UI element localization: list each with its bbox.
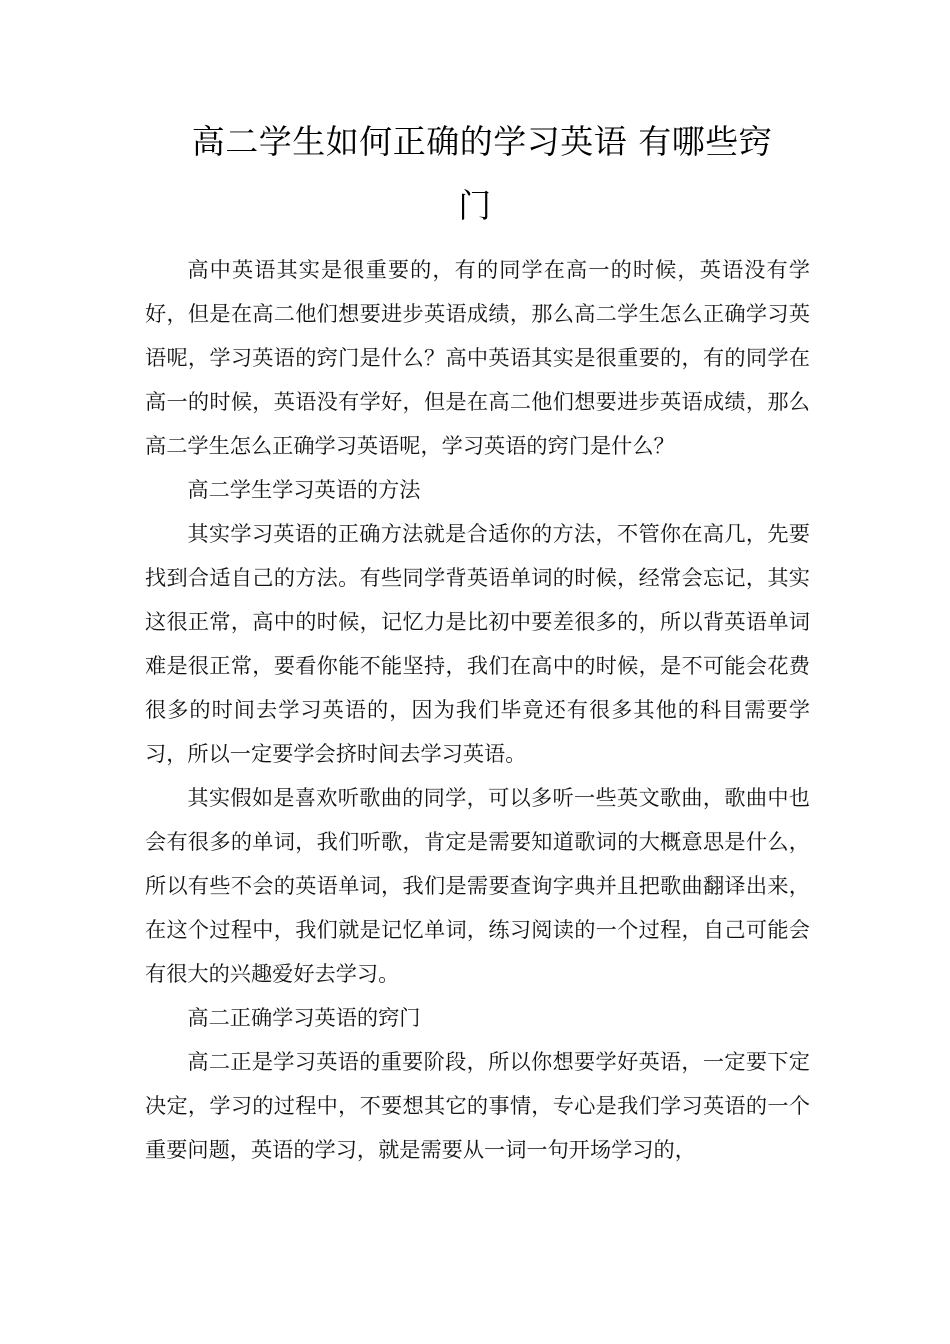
songs-paragraph: 其实假如是喜欢听歌曲的同学，可以多听一些英文歌曲，歌曲中也会有很多的单词，我们听歌，肯定是需要知道歌词的大概意思是什么，所以有些不会的英语单词，我们是需要查询字典并且把歌曲翻译出来，在这个过程中，我们就是记忆单词，练习阅读的一个过程，自己可能会有很大的兴趣爱好去学习。 xyxy=(145,785,810,986)
title-line-2: 门 xyxy=(458,186,492,225)
section-heading-tips: 高二正确学习英语的窍门 xyxy=(187,1005,421,1030)
methods-paragraph: 其实学习英语的正确方法就是合适你的方法，不管你在高几，先要找到合适自己的方法。有些同学背英语单词的时候，经常会忘记，其实这很正常，高中的时候，记忆力是比初中要差很多的，所以背英语单词难是很正常，要看你能不能坚持，我们在高中的时候，是不可能会花费很多的时间去学习英语的，因为我们毕竟还有很多其他的科目需要学习，所以一定要学会挤时间去学习英语。 xyxy=(145,521,810,766)
article-body xyxy=(145,248,810,1172)
intro-paragraph: 高中英语其实是很重要的，有的同学在高一的时候，英语没有学好，但是在高二他们想要进步英语成绩，那么高二学生怎么正确学习英语呢，学习英语的窍门是什么？高中英语其实是很重要的，有的同学在高一的时候，英语没有学好，但是在高二他们想要进步英语成绩，那么高二学生怎么正确学习英语呢，学习英语的窍门是什么？ xyxy=(145,257,810,458)
page-title xyxy=(145,110,805,238)
section-heading-methods: 高二学生学习英语的方法 xyxy=(187,477,421,502)
tips-paragraph: 高二正是学习英语的重要阶段，所以你想要学好英语，一定要下定决定，学习的过程中，不要想其它的事情，专心是我们学习英语的一个重要问题，英语的学习，就是需要从一词一句开场学习的， xyxy=(145,1049,810,1162)
title-line-1: 高二学生如何正确的学习英语 有哪些窍 xyxy=(191,122,773,161)
